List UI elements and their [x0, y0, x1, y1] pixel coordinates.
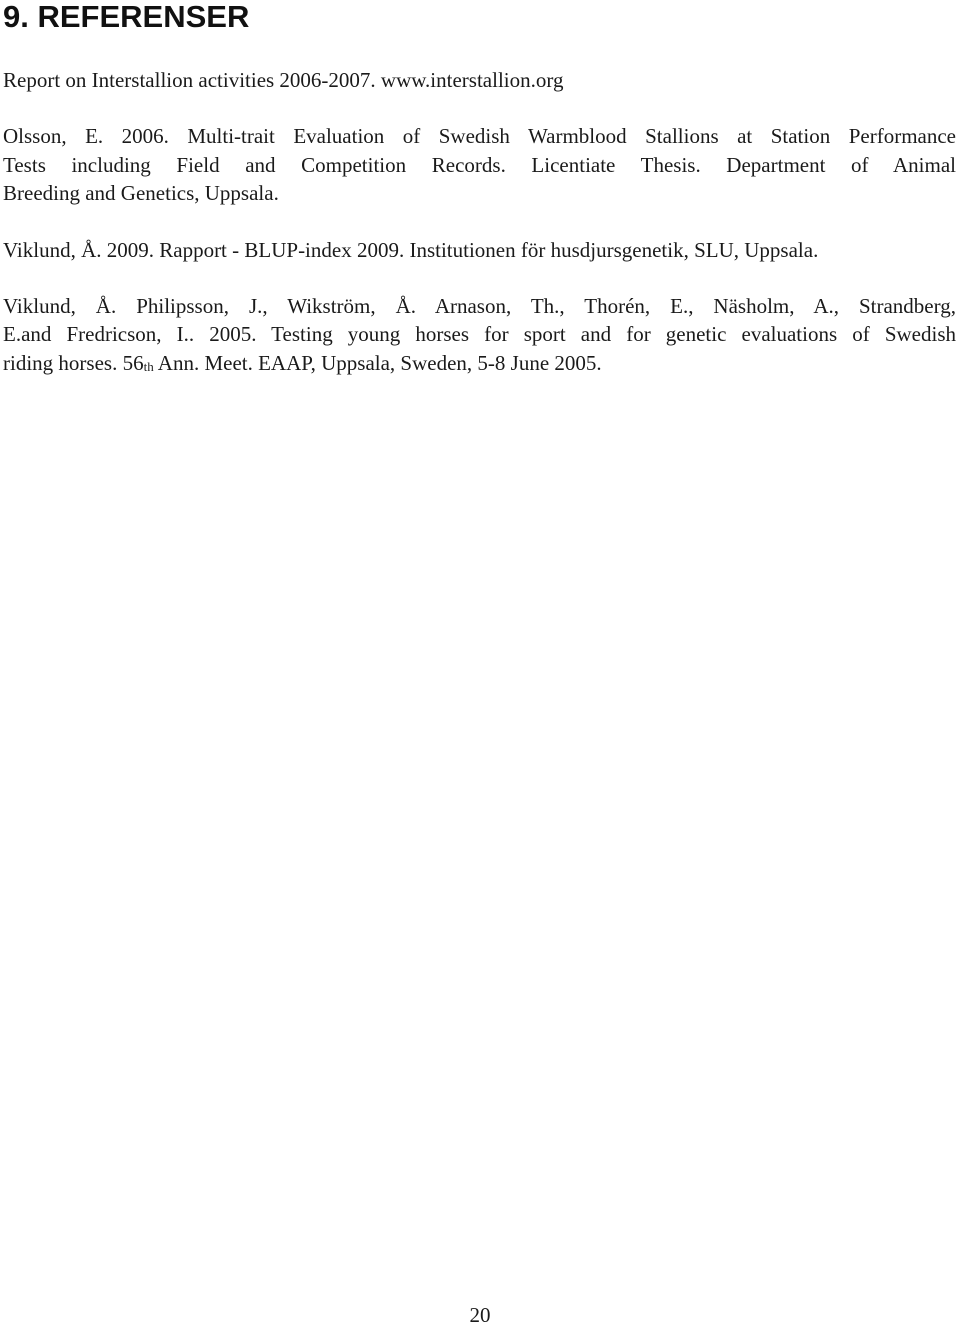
reference-text: Ann. Meet. EAAP, Uppsala, Sweden, 5-8 June 2005.: [153, 350, 602, 375]
reference-line: [3, 349, 956, 381]
reference-line: Breeding and Genetics, Uppsala.: [3, 181, 279, 206]
reference-olsson-2006: [3, 122, 956, 207]
reference-viklund-2005: [3, 292, 956, 381]
reference-viklund-2009: [3, 236, 956, 264]
reference-line: Olsson, E. 2006. Multi-trait Evaluation of Swedish Warmblood Stallions at Station Performance: [3, 124, 956, 149]
reference-line: Viklund, Å. Philipsson, J., Wikström, Å. Arnason, Th., Thorén, E., Näsholm, A., Strandberg,: [3, 294, 956, 319]
reference-line: Report on Interstallion activities 2006-2007. www.interstallion.org: [3, 68, 564, 92]
reference-interstallion-report: [3, 66, 956, 94]
section-heading: 9. REFERENSER: [3, 0, 250, 34]
reference-text: riding horses. 56: [3, 350, 144, 375]
ordinal-suffix: th: [143, 358, 154, 374]
reference-line: Tests including Field and Competition Records. Licentiate Thesis. Department of Animal: [3, 152, 956, 177]
page-number: 20: [469, 1303, 491, 1327]
reference-list: [3, 66, 956, 409]
reference-line: E.and Fredricson, I.. 2005. Testing young horses for sport and for genetic evaluations of Swedish: [3, 322, 956, 347]
reference-line: Viklund, Å. 2009. Rapport - BLUP-index 2009. Institutionen för husdjursgenetik, SLU, Uppsala.: [3, 237, 819, 262]
